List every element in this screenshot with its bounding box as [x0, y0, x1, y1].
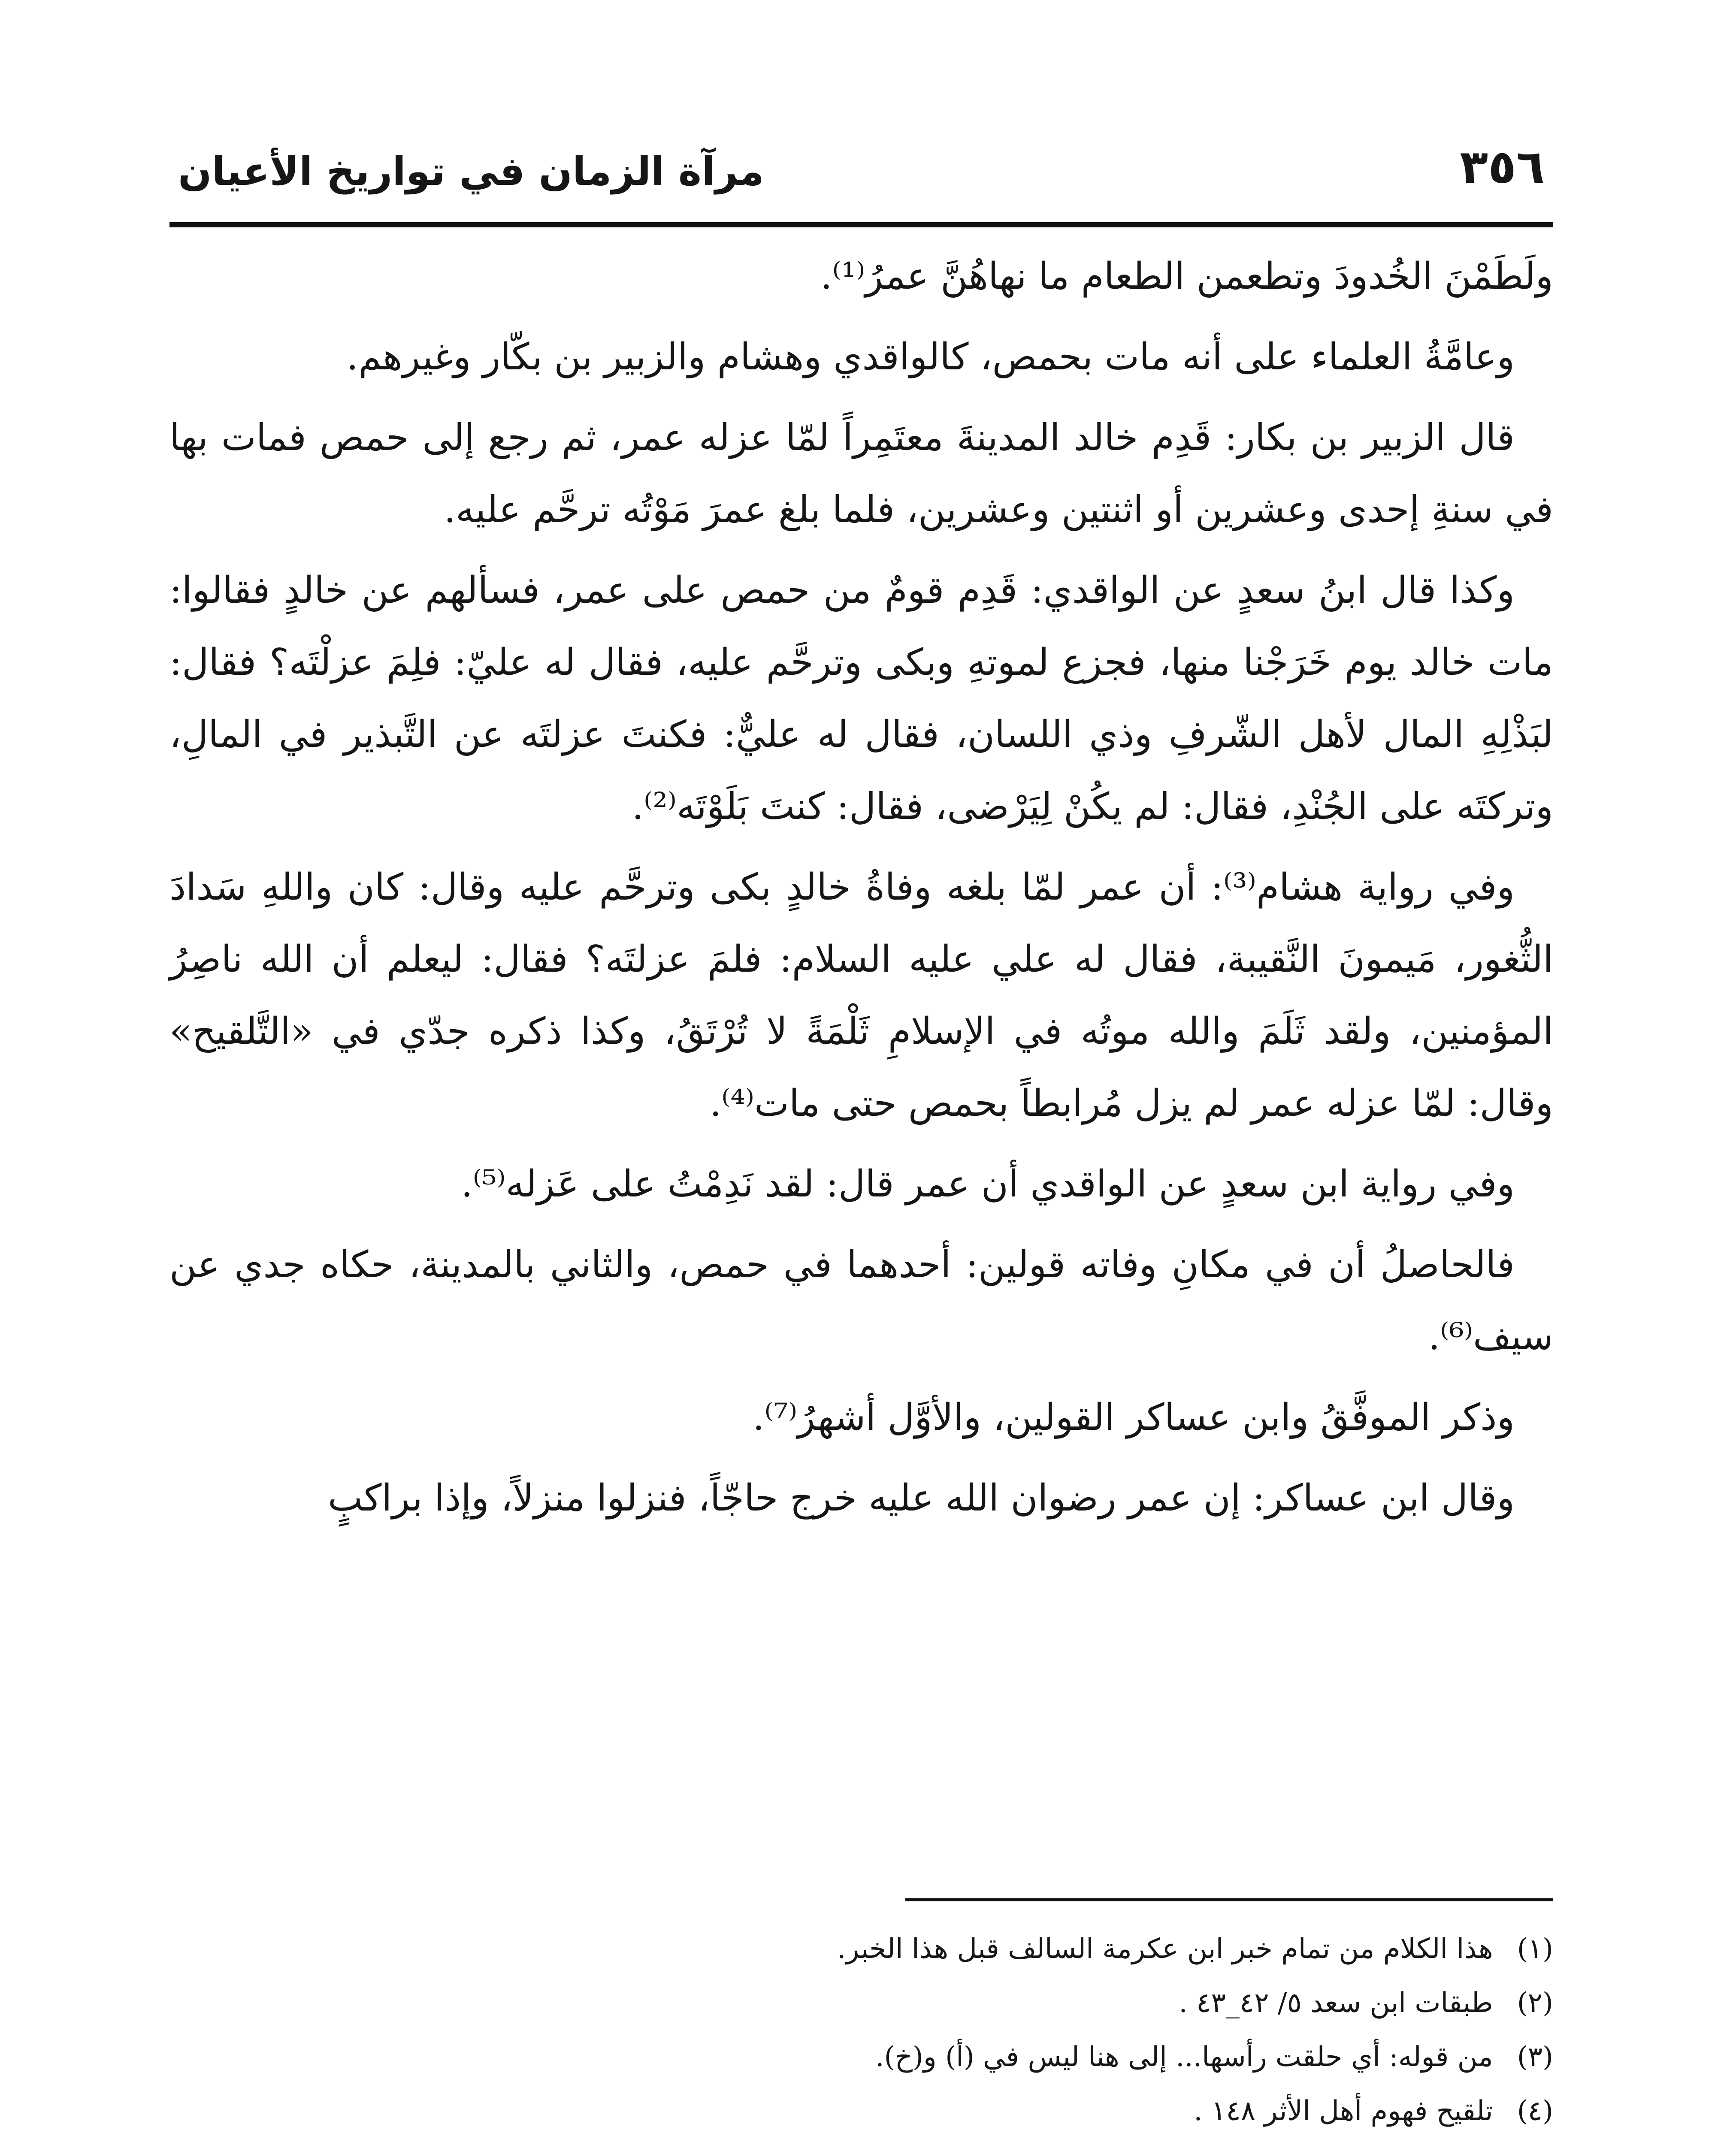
footnote-text: من قوله: أي حلقت رأسها... إلى هنا ليس في (أ) و(خ).: [875, 2041, 1493, 2073]
footnote: [169, 2084, 1553, 2138]
footnote: [169, 2138, 1553, 2145]
paragraph: وقال ابن عساكر: إن عمر رضوان الله عليه خرج حاجّاً، فنزلوا منزلاً، وإذا براكبٍ: [328, 1477, 1515, 1520]
paragraph: وكذا قال ابنُ سعدٍ عن الواقدي: قَدِم قومٌ من حمص على عمر، فسألهم عن خالدٍ فقالوا: مات خالد يوم خَرَجْنا منها، فجزع لموتهِ وبكى وترحَّم عليه، فقال له عليّ: فلِمَ عزلْتَه؟ فقال: لبَذْلِهِ المال لأهل الشّرفِ وذي اللسان، فقال له عليٌّ: فكنتَ عزلتَه عن التَّبذير في المالِ، وتركتَه على الجُنْدِ، فقال: لم يكُنْ لِيَرْضى، فقال: كنتَ بَلَوْتَه⁽²⁾.: [169, 569, 1553, 828]
footnote-text: تلقيح فهوم أهل الأثر ١٤٨ .: [1194, 2095, 1493, 2127]
footnote-number: (٢): [1517, 1987, 1553, 2019]
footnote-number: [1502, 2138, 1553, 2145]
footnote-number: (٤): [1517, 2095, 1553, 2127]
paragraph: وذكر الموفَّقُ وابن عساكر القولين، والأوَّل أشهرُ⁽⁷⁾.: [753, 1396, 1515, 1439]
footnote-number: (٣): [1517, 2041, 1553, 2073]
paragraph: ولَطَمْنَ الخُدودَ وتطعمن الطعام ما نهاهُنَّ عمرُ⁽¹⁾.: [820, 255, 1553, 298]
main-text: [169, 240, 1553, 1806]
paragraph: قال الزبير بن بكار: قَدِم خالد المدينةَ معتَمِراً لمّا عزله عمر، ثم رجع إلى حمص فمات بها في سنةِ إحدى وعشرين أو اثنتين وعشرين، فلما بلغ عمرَ مَوْتُه ترحَّم عليه.: [169, 416, 1553, 531]
footnote-separator: [905, 1898, 1553, 1901]
footnote: [169, 1922, 1553, 1976]
footnote: [169, 2030, 1553, 2084]
footnote-text: طبقات ابن سعد ٥/ ٤٢_٤٣ .: [1179, 1987, 1493, 2019]
footnote: [169, 1976, 1553, 2030]
paragraph: وعامَّةُ العلماء على أنه مات بحمص، كالواقدي وهشام والزبير بن بكّار وغيرهم.: [346, 335, 1515, 378]
paragraph: وفي رواية هشام⁽³⁾: أن عمر لمّا بلغه وفاةُ خالدٍ بكى وترحَّم عليه وقال: كان واللهِ سَدادَ الثُّغور، مَيمونَ النَّقيبة، فقال له علي عليه السلام: فلمَ عزلتَه؟ فقال: ليعلم أن الله ناصِرُ المؤمنين، ولقد ثَلَمَ والله موتُه في الإسلامِ ثَلْمَةً لا تُرْتَقُ، وكذا ذكره جدّي في «التَّلقيح» وقال: لمّا عزله عمر لم يزل مُرابطاً بحمص حتى مات⁽⁴⁾.: [169, 866, 1553, 1125]
page-header: [169, 129, 1553, 227]
paragraph: وفي رواية ابن سعدٍ عن الواقدي أن عمر قال: لقد نَدِمْتُ على عَزله⁽⁵⁾.: [461, 1163, 1515, 1205]
page-number: ٣٥٦: [1460, 140, 1545, 194]
footnote-text: هذا الكلام من تمام خبر ابن عكرمة السالف قبل هذا الخبر.: [837, 1933, 1493, 1965]
paragraph: فالحاصلُ أن في مكانِ وفاته قولين: أحدهما في حمص، والثاني بالمدينة، حكاه جدي عن سيف⁽⁶⁾.: [169, 1243, 1553, 1358]
footnote-number: (١): [1517, 1933, 1553, 1965]
footnotes: [169, 1922, 1553, 2145]
running-title: مرآة الزمان في تواريخ الأعيان: [178, 148, 764, 194]
